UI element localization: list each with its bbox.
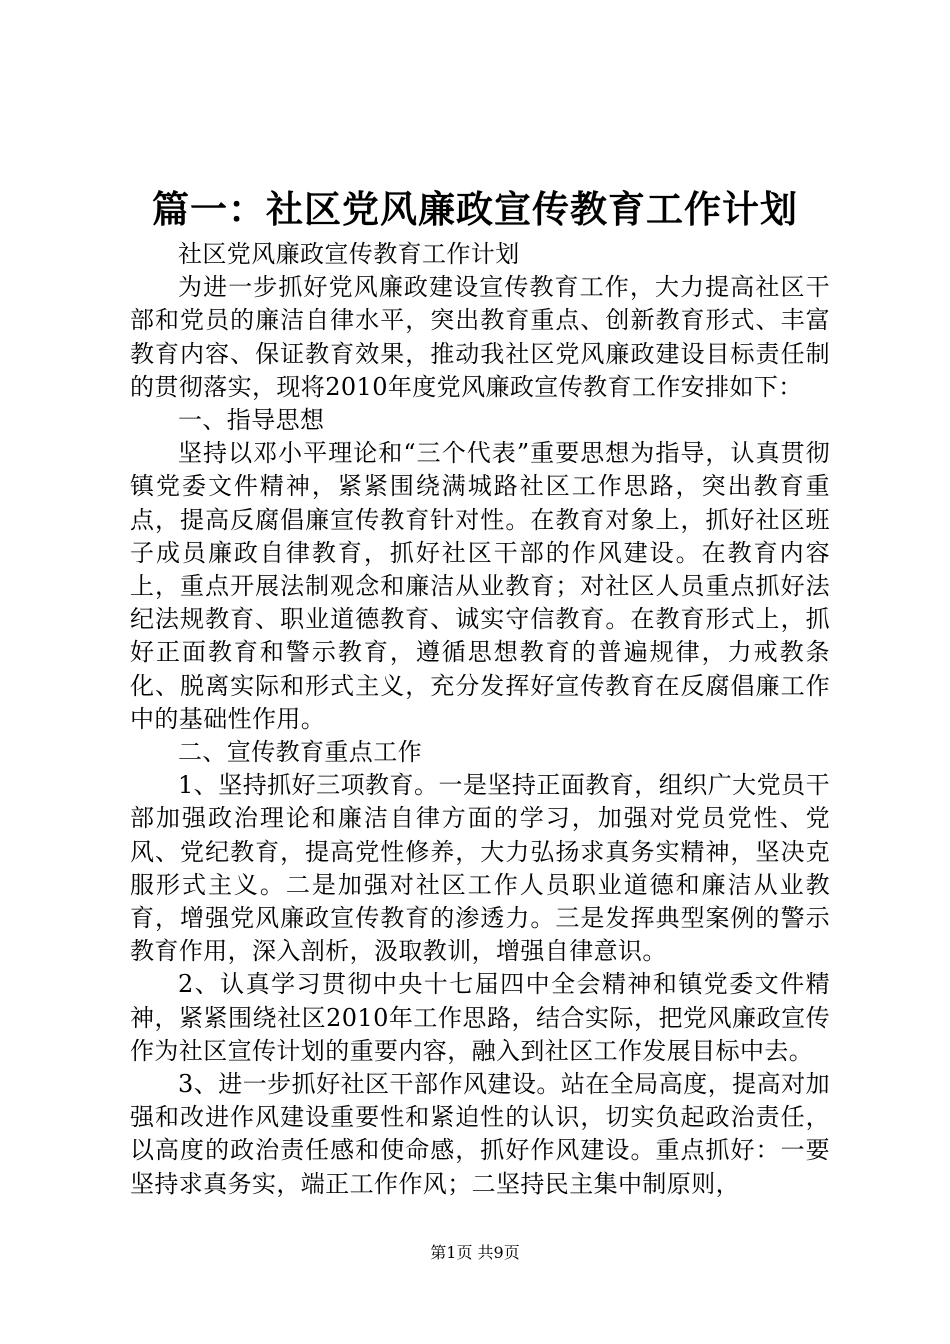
paragraph-item-2: 2、认真学习贯彻中央十七届四中全会精神和镇党委文件精神，紧紧围绕社区2010年工作思路，结合实际，把党风廉政宣传作为社区宣传计划的重要内容，融入到社区工作发展目标中去。 xyxy=(130,970,830,1065)
document-body xyxy=(130,238,830,1201)
paragraph-item-3: 3、进一步抓好社区干部作风建设。站在全局高度，提高对加强和改进作风建设重要性和紧迫性的认识，切实负起政治责任，以高度的政治责任感和使命感，抓好作风建设。重点抓好：一要坚持求真务实，端正工作作风；二坚持民主集中制原则， xyxy=(130,1070,830,1198)
paragraph-subtitle: 社区党风廉政宣传教育工作计划 xyxy=(178,240,520,268)
document-title: 篇一：社区党风廉政宣传教育工作计划 xyxy=(152,187,798,231)
page-footer: 第1页 共9页 xyxy=(430,1243,520,1262)
paragraph-guiding-ideology: 坚持以邓小平理论和“三个代表”重要思想为指导，认真贯彻镇党委文件精神，紧紧围绕满城路社区工作思路，突出教育重点，提高反腐倡廉宣传教育针对性。在教育对象上，抓好社区班子成员廉政自律教育，抓好社区干部的作风建设。在教育内容上，重点开展法制观念和廉洁从业教育；对社区人员重点抓好法纪法规教育、职业道德教育、诚实守信教育。在教育形式上，抓好正面教育和警示教育，遵循思想教育的普遍规律，力戒教条化、脱离实际和形式主义，充分发挥好宣传教育在反腐倡廉工作中的基础性作用。 xyxy=(130,439,830,733)
section-heading-guiding-ideology: 一、指导思想 xyxy=(178,406,325,435)
paragraph-item-1: 1、坚持抓好三项教育。一是坚持正面教育，组织广大党员干部加强政治理论和廉洁自律方面的学习，加强对党员党性、党风、党纪教育，提高党性修养，大力弘扬求真务实精神，坚决克服形式主义。二是加强对社区工作人员职业道德和廉洁从业教育，增强党风廉政宣传教育的渗透力。三是发挥典型案例的警示教育作用，深入剖析，汲取教训，增强自律意识。 xyxy=(130,771,830,966)
paragraph-intro: 为进一步抓好党风廉政建设宣传教育工作，大力提高社区干部和党员的廉洁自律水平，突出教育重点、创新教育形式、丰富教育内容、保证教育效果，推动我社区党风廉政建设目标责任制的贯彻落实，现将2010年度党风廉政宣传教育工作安排如下： xyxy=(130,273,830,401)
section-heading-key-work: 二、宣传教育重点工作 xyxy=(178,738,422,767)
